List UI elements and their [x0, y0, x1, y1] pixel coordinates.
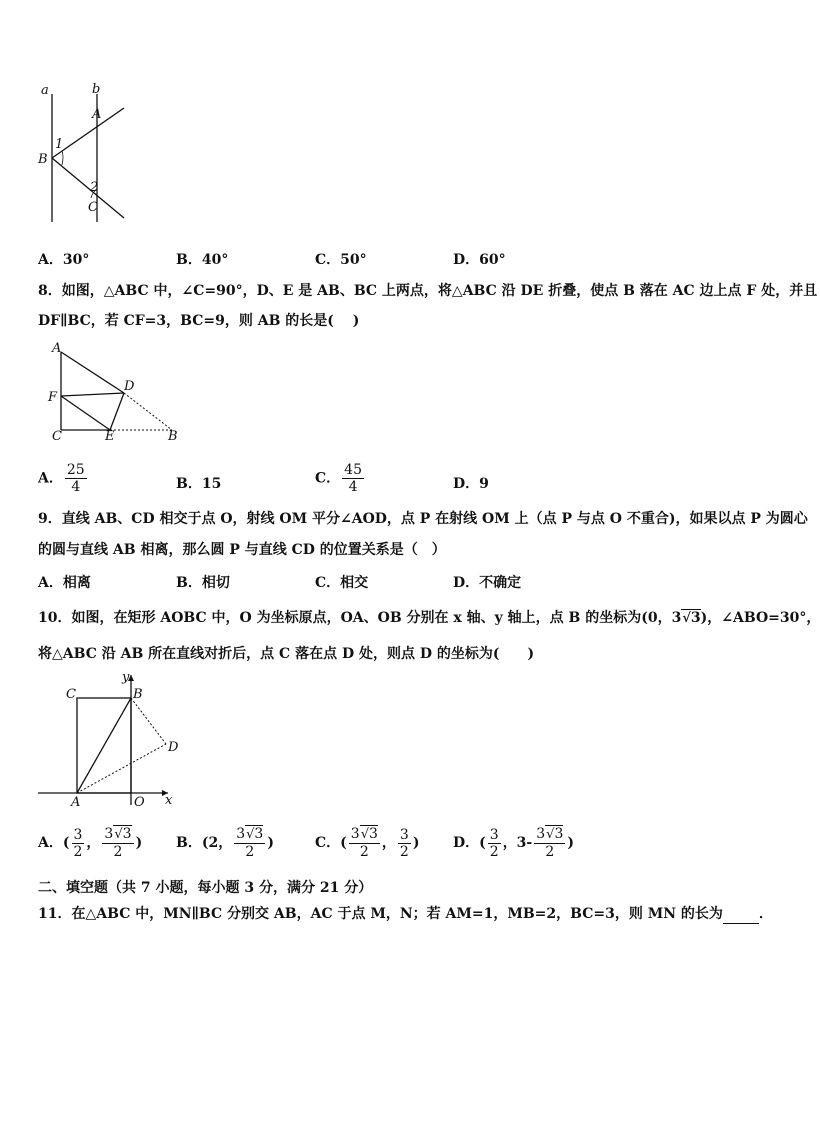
suffix: )	[135, 835, 143, 851]
q8-figure	[44, 340, 194, 445]
label-D: D	[124, 379, 135, 394]
q8-option-c-fraction	[342, 462, 364, 495]
label-b: b	[92, 82, 101, 97]
separator: ，3-	[502, 835, 533, 851]
fraction-2	[398, 827, 411, 860]
segment-AB	[77, 698, 131, 793]
coefficient: 3	[236, 826, 246, 842]
numerator	[349, 826, 380, 844]
section-title: 二、填空题（共 7 小题，每小题 3 分，满分 21 分）	[38, 880, 373, 896]
sqrt-symbol: √3	[546, 826, 564, 842]
sqrt-symbol: √3	[360, 826, 378, 842]
denominator: 2	[489, 843, 499, 860]
fraction-1	[72, 827, 85, 860]
numerator: 25	[66, 462, 85, 478]
q10-option-c	[315, 826, 419, 860]
segment-DB-dotted	[124, 393, 172, 430]
denominator: 2	[113, 844, 123, 860]
prefix: C．(	[315, 835, 347, 851]
fraction-1	[349, 826, 380, 860]
q11-end: ．	[758, 906, 773, 922]
label-C: C	[52, 429, 62, 444]
label-F: F	[48, 390, 58, 405]
sqrt-symbol: √3	[682, 610, 701, 626]
q8-stem-line1: 8．如图，△ABC 中，∠C=90°，D、E 是 AB、BC 上两点，将△ABC 沿 DE 折叠，使点 B 落在 AC 边上点 F 处，并且	[38, 283, 818, 299]
q9-stem-line1: 9．直线 AB、CD 相交于点 O，射线 OM 平分∠AOD，点 P 在射线 OM 上（点 P 与点 O 不重合)，如果以点 P 为圆心	[38, 511, 808, 527]
q8-option-d: D．9	[453, 476, 489, 492]
radicand: 3	[554, 826, 564, 842]
fraction	[234, 826, 265, 860]
fraction-2	[534, 826, 565, 860]
radicand: 3	[122, 826, 132, 842]
q10-option-b	[176, 826, 274, 860]
q7-option-c: C．50°	[315, 252, 367, 268]
denominator: 2	[245, 844, 255, 860]
angle-1-arc	[62, 151, 63, 165]
denominator: 4	[71, 479, 81, 495]
label-y: y	[122, 670, 130, 685]
q7-option-b: B．40°	[176, 252, 229, 268]
q7-option-d: D．60°	[453, 252, 506, 268]
q8-option-c	[315, 462, 366, 495]
label-A: A	[52, 341, 62, 356]
suffix: )	[567, 835, 575, 851]
q11-stem	[38, 904, 773, 924]
label-E: E	[105, 429, 115, 444]
numerator: 45	[344, 462, 362, 478]
coefficient: 3	[536, 826, 546, 842]
denominator: 2	[73, 843, 83, 860]
numerator	[234, 826, 265, 844]
sqrt-symbol: √3	[114, 826, 132, 842]
label-A: A	[92, 107, 102, 122]
denominator: 2	[399, 843, 409, 860]
fraction-2	[102, 826, 133, 860]
segment-DE	[110, 393, 124, 430]
q8-stem-line2: DF∥BC，若 CF=3，BC=9，则 AB 的长是( )	[38, 313, 360, 329]
denominator: 2	[359, 844, 369, 860]
prefix: D．(	[453, 835, 486, 851]
label-B: B	[168, 429, 178, 444]
q10-stem-line1-b: )，∠ABO=30°，	[700, 610, 820, 626]
q10-stem-line1-a: 10．如图，在矩形 AOBC 中，O 为坐标原点，OA、OB 分别在 x 轴、y 轴上，点 B 的坐标为(0，3	[38, 610, 682, 626]
radicand: 3	[254, 826, 264, 842]
label-2: 2	[90, 180, 99, 195]
q10-option-a	[38, 826, 142, 860]
q8-option-b: B．15	[176, 476, 222, 492]
radicand: 3	[690, 610, 701, 626]
label-x: x	[165, 793, 173, 808]
denominator: 2	[545, 844, 555, 860]
q8-option-a-fraction	[65, 462, 87, 495]
q9-option-a: A．相离	[38, 575, 91, 591]
q10-figure	[34, 670, 184, 810]
denominator: 4	[348, 479, 358, 495]
coefficient: 3	[104, 826, 114, 842]
q11-text: 11．在△ABC 中，MN∥BC 分别交 AB，AC 于点 M，N；若 AM=1，MB=2，BC=3，则 MN 的长为	[38, 906, 723, 922]
label-O: O	[134, 795, 145, 810]
suffix: )	[267, 835, 274, 851]
q7-option-a: A．30°	[38, 252, 90, 268]
q9-option-b: B．相切	[176, 575, 230, 591]
label-a: a	[41, 83, 49, 98]
label-D: D	[168, 740, 179, 755]
label-C: C	[66, 687, 76, 702]
label-A: A	[71, 795, 81, 810]
answer-blank	[723, 909, 759, 924]
coefficient: 3	[350, 826, 360, 842]
label-B: B	[133, 687, 143, 702]
q8-option-a-prefix: A．	[38, 470, 63, 487]
q10-option-d	[453, 826, 574, 860]
prefix: A．(	[38, 835, 70, 851]
numerator: 3	[73, 826, 83, 843]
label-1: 1	[55, 137, 64, 152]
numerator: 3	[399, 826, 409, 843]
radicand: 3	[369, 826, 378, 842]
segment-FD	[61, 393, 124, 396]
q8-option-a	[38, 462, 89, 495]
separator: ，	[86, 835, 101, 851]
segment-BD-dotted	[131, 698, 166, 744]
q10-stem-line2: 将△ABC 沿 AB 所在直线对折后，点 C 落在点 D 处，则点 D 的坐标为( )	[38, 646, 535, 662]
separator: ，	[381, 835, 396, 851]
q10-stem-line1	[38, 608, 820, 629]
segment-AD	[61, 352, 124, 393]
label-C: C	[88, 200, 98, 215]
numerator: 3	[489, 826, 499, 843]
suffix: )	[412, 835, 420, 851]
segment-FE	[61, 396, 110, 430]
q9-option-d: D．不确定	[453, 575, 522, 591]
q9-option-c: C．相交	[315, 575, 369, 591]
fraction-1	[488, 827, 501, 860]
q9-stem-line2: 的圆与直线 AB 相离，那么圆 P 与直线 CD 的位置关系是（ ）	[38, 542, 446, 558]
numerator	[534, 826, 565, 844]
numerator	[102, 826, 133, 844]
prefix: B．(2，	[176, 835, 233, 851]
label-B: B	[38, 152, 48, 167]
q7-figure	[34, 80, 134, 235]
sqrt-symbol: √3	[246, 826, 264, 842]
q8-option-c-prefix: C．	[315, 470, 341, 487]
